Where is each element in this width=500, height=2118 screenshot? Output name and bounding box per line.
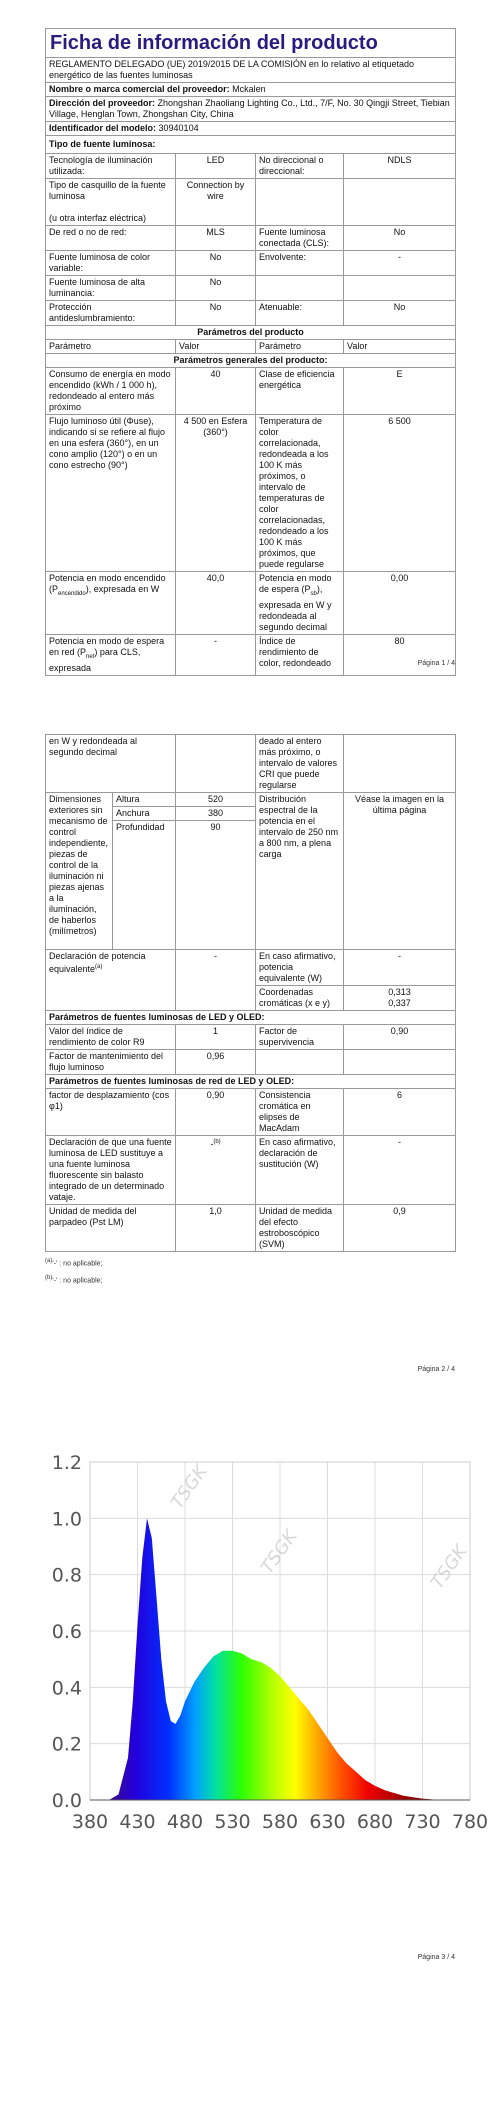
footnote-b-mark: (b) bbox=[45, 1275, 53, 1282]
envelope-label: Envolvente: bbox=[256, 251, 344, 276]
cap-label-note: (u otra interfaz eléctrica) bbox=[49, 213, 147, 223]
footnote-a-mark: (a) bbox=[45, 1258, 53, 1264]
product-info-table-page2 bbox=[45, 734, 456, 1252]
empty-cell bbox=[256, 276, 344, 301]
pon-sub: encendido bbox=[58, 590, 86, 597]
pon-label-a: Potencia en modo encendido (P bbox=[49, 573, 166, 594]
x-tick-label: 430 bbox=[119, 1811, 156, 1833]
depth-value: 90 bbox=[176, 821, 256, 950]
cri-value: 80 bbox=[344, 634, 456, 675]
x-tick-label: 580 bbox=[261, 1811, 299, 1833]
pnet-value: - bbox=[176, 634, 256, 675]
tech-label: Tecnología de iluminación utilizada: bbox=[46, 154, 176, 179]
empty-cell bbox=[344, 1050, 456, 1075]
page-number: Página 1 / 4 bbox=[417, 660, 455, 667]
eqp-sup: (a) bbox=[95, 964, 103, 970]
cls-label: Fuente luminosa conectada (CLS): bbox=[256, 226, 344, 251]
pnet-cont: en W y redondeada al segundo decimal bbox=[46, 735, 176, 793]
width-label: Anchura bbox=[113, 807, 176, 821]
flicker-value: 1,0 bbox=[176, 1205, 256, 1252]
flux-label: Flujo luminoso útil (Φuse), indicando si se refiere al flujo en una esfera (360°), en un cono amplio (120°) o en un cono estrecho (90°) bbox=[46, 415, 176, 572]
page-number: Página 3 / 4 bbox=[417, 1954, 455, 1961]
cap-value-text: Connection by wire bbox=[186, 180, 245, 201]
regulation-text: REGLAMENTO DELEGADO (UE) 2019/2015 DE LA COMISIÓN en lo relativo al etiquetado energético de las fuentes luminosas bbox=[46, 58, 456, 83]
empty-cell bbox=[176, 735, 256, 793]
width-value: 380 bbox=[176, 807, 256, 821]
chroma-value bbox=[344, 986, 456, 1011]
nondir-value: NDLS bbox=[344, 154, 456, 179]
empty-cell bbox=[344, 276, 456, 301]
height-value: 520 bbox=[176, 793, 256, 807]
page-3 bbox=[0, 1440, 500, 2118]
mains-label: De red o no de red: bbox=[46, 226, 176, 251]
mains-value: MLS bbox=[176, 226, 256, 251]
col-value-header: Valor bbox=[344, 340, 456, 354]
product-info-table-page1 bbox=[45, 28, 456, 676]
address-value: Zhongshan Zhaoliang Lighting Co., Ltd., 7/F, No. 30 Qingji Street, Tiebian Village, Henglan Town, Zhongshan City, China bbox=[49, 98, 450, 119]
chroma-x: 0,313 bbox=[388, 987, 411, 997]
psb-sub: sb bbox=[310, 590, 317, 597]
eqp-label bbox=[46, 950, 176, 1011]
dim-value: No bbox=[344, 301, 456, 326]
page-1 bbox=[0, 0, 500, 680]
pon-label-b: ), expresada en W bbox=[85, 584, 160, 594]
macadam-value: 6 bbox=[344, 1089, 456, 1136]
repw-label: En caso afirmativo, declaración de sustitución (W) bbox=[256, 1136, 344, 1205]
repl-label: Declaración de que una fuente luminosa de LED sustituye a una fuente luminosa fluorescente sin balasto integrado de un determinado vataje. bbox=[46, 1136, 176, 1205]
footnote-b-text: '-' : no aplicable; bbox=[52, 1277, 103, 1285]
psb-label-b: ), expresada en W y redondeada al segundo decimal bbox=[259, 584, 332, 632]
col-param-header: Parámetro bbox=[46, 340, 176, 354]
empty-cell bbox=[256, 179, 344, 226]
flux-value: 4 500 en Esfera (360°) bbox=[176, 415, 256, 572]
psb-label-a: Potencia en modo de espera (P bbox=[259, 573, 332, 594]
x-tick-label: 730 bbox=[404, 1811, 441, 1833]
spd-label: Distribución espectral de la potencia en el intervalo de 250 nm a 800 nm, a plena carga bbox=[256, 793, 344, 950]
x-tick-label: 380 bbox=[71, 1811, 109, 1833]
ledmains-header: Parámetros de fuentes luminosas de red de LED y OLED: bbox=[46, 1075, 456, 1089]
x-axis-ticks bbox=[72, 1811, 488, 1833]
cls-value: No bbox=[344, 226, 456, 251]
svm-label: Unidad de medida del efecto estroboscópico (SVM) bbox=[256, 1205, 344, 1252]
empty-cell bbox=[344, 179, 456, 226]
disp-label: factor de desplazamiento (cos φ1) bbox=[46, 1089, 176, 1136]
watermarks bbox=[167, 1460, 473, 1592]
y-tick-label: 0.6 bbox=[51, 1621, 82, 1643]
surv-value: 0,90 bbox=[344, 1025, 456, 1050]
colour-value: No bbox=[176, 251, 256, 276]
x-tick-label: 480 bbox=[166, 1811, 204, 1833]
depth-label: Profundidad bbox=[113, 821, 176, 950]
dim-label: Atenuable: bbox=[256, 301, 344, 326]
spectral-distribution-chart bbox=[40, 1440, 500, 1840]
pnet-label bbox=[46, 634, 176, 675]
footnote-a bbox=[45, 1256, 455, 1269]
pnet-label-b: ) para CLS, expresada bbox=[49, 646, 141, 673]
lm-value: 0,96 bbox=[176, 1050, 256, 1075]
footnote-b bbox=[45, 1273, 455, 1286]
supplier-row bbox=[46, 83, 456, 97]
y-tick-label: 1.2 bbox=[51, 1452, 82, 1474]
chroma-y: 0,337 bbox=[388, 998, 411, 1008]
r9-value: 1 bbox=[176, 1025, 256, 1050]
lm-label: Factor de mantenimiento del flujo luminoso bbox=[46, 1050, 176, 1075]
eqp-label-text: Declaración de potencia equivalente bbox=[49, 951, 146, 974]
x-tick-label: 680 bbox=[356, 1811, 394, 1833]
svm-value: 0,9 bbox=[344, 1205, 456, 1252]
cri-label: Índice de rendimiento de color, redondeado bbox=[256, 634, 344, 675]
psb-value: 0,00 bbox=[344, 572, 456, 635]
r9-label: Valor del índice de rendimiento de color R9 bbox=[46, 1025, 176, 1050]
page-title: Ficha de información del producto bbox=[46, 29, 456, 58]
flicker-label: Unidad de medida del parpadeo (Pst LM) bbox=[46, 1205, 176, 1252]
spd-value: Véase la imagen en la última página bbox=[344, 793, 456, 950]
supplier-value: Mckalen bbox=[232, 84, 266, 94]
page-2 bbox=[0, 730, 500, 1410]
cap-label bbox=[46, 179, 176, 226]
class-label: Clase de eficiencia energética bbox=[256, 368, 344, 415]
y-axis-ticks bbox=[52, 1452, 82, 1812]
footnote-a-text: '-' : no aplicable; bbox=[52, 1260, 103, 1268]
y-tick-label: 0.4 bbox=[51, 1677, 82, 1700]
glare-label: Protección antideslumbramiento: bbox=[46, 301, 176, 326]
watermark-text: TSGK bbox=[256, 1526, 302, 1578]
empty-cell bbox=[256, 1050, 344, 1075]
x-tick-label: 630 bbox=[309, 1811, 346, 1833]
repl-value-text: - bbox=[210, 1139, 214, 1149]
cri-cont: deado al entero más próximo, o intervalo de valores CRI que puede regularse bbox=[256, 735, 344, 793]
model-row bbox=[46, 122, 456, 136]
x-tick-label: 530 bbox=[214, 1811, 251, 1833]
psb-label bbox=[256, 572, 344, 635]
model-label: Identificador del modelo: bbox=[49, 123, 157, 133]
nondir-label: No direccional o direccional: bbox=[256, 154, 344, 179]
pnet-sub: net bbox=[86, 653, 95, 660]
y-tick-label: 0.2 bbox=[51, 1733, 82, 1756]
disp-value: 0,90 bbox=[176, 1089, 256, 1136]
tech-value: LED bbox=[176, 154, 256, 179]
cap-label-text: Tipo de casquillo de la fuente luminosa bbox=[49, 180, 166, 201]
hl-label: Fuente luminosa de alta luminancia: bbox=[46, 276, 176, 301]
dims-label: Dimensiones exteriores sin mecanismo de control independiente, piezas de control de la iluminación ni piezas ajenas a la iluminación, de haberlos (milímetros) bbox=[46, 793, 113, 950]
surv-label: Factor de supervivencia bbox=[256, 1025, 344, 1050]
colour-label: Fuente luminosa de color variable: bbox=[46, 251, 176, 276]
eqp-value: - bbox=[176, 950, 256, 1011]
pon-value: 40,0 bbox=[176, 572, 256, 635]
cap-value bbox=[176, 179, 256, 226]
height-label: Altura bbox=[113, 793, 176, 807]
glare-value: No bbox=[176, 301, 256, 326]
model-value: 30940104 bbox=[158, 123, 199, 133]
supplier-label: Nombre o marca comercial del proveedor: bbox=[49, 84, 230, 94]
x-tick-label: 780 bbox=[451, 1811, 489, 1833]
envelope-value: - bbox=[344, 251, 456, 276]
class-value: E bbox=[344, 368, 456, 415]
pon-label bbox=[46, 572, 176, 635]
params-header: Parámetros del producto bbox=[46, 326, 456, 340]
repw-value: - bbox=[344, 1136, 456, 1205]
repl-sup: (b) bbox=[213, 1139, 221, 1145]
repl-value bbox=[176, 1136, 256, 1205]
energy-label: Consumo de energía en modo encendido (kWh / 1 000 h), redondeado al entero más próximo bbox=[46, 368, 176, 415]
watermark-text: TSGK bbox=[166, 1461, 212, 1513]
general-header: Parámetros generales del producto: bbox=[46, 354, 456, 368]
macadam-label: Consistencia cromática en elipses de MacAdam bbox=[256, 1089, 344, 1136]
y-tick-label: 0.0 bbox=[51, 1790, 82, 1812]
eqw-value: - bbox=[344, 950, 456, 986]
address-row bbox=[46, 97, 456, 122]
col-value-header: Valor bbox=[176, 340, 256, 354]
address-label: Dirección del proveedor: bbox=[49, 98, 156, 108]
pnet-label-a: Potencia en modo de espera en red (P bbox=[49, 635, 165, 657]
hl-value: No bbox=[176, 276, 256, 301]
energy-value: 40 bbox=[176, 368, 256, 415]
y-tick-label: 1.0 bbox=[51, 1508, 82, 1531]
cct-value: 6 500 bbox=[344, 415, 456, 572]
page-number: Página 2 / 4 bbox=[417, 1366, 455, 1373]
eqw-label: En caso afirmativo, potencia equivalente (W) bbox=[256, 950, 344, 986]
y-tick-label: 0.8 bbox=[51, 1564, 82, 1587]
empty-cell bbox=[344, 735, 456, 793]
chroma-label: Coordenadas cromáticas (x e y) bbox=[256, 986, 344, 1011]
cct-label: Temperatura de color correlacionada, redondeada a los 100 K más próximos, o intervalo de temperaturas de color correlacionadas, redondeado a los 100 K más próximos, que puede regularse bbox=[256, 415, 344, 572]
type-header: Tipo de fuente luminosa: bbox=[46, 136, 456, 154]
led-header: Parámetros de fuentes luminosas de LED y OLED: bbox=[46, 1011, 456, 1025]
col-param-header: Parámetro bbox=[256, 340, 344, 354]
watermark-text: TSGK bbox=[426, 1541, 472, 1593]
